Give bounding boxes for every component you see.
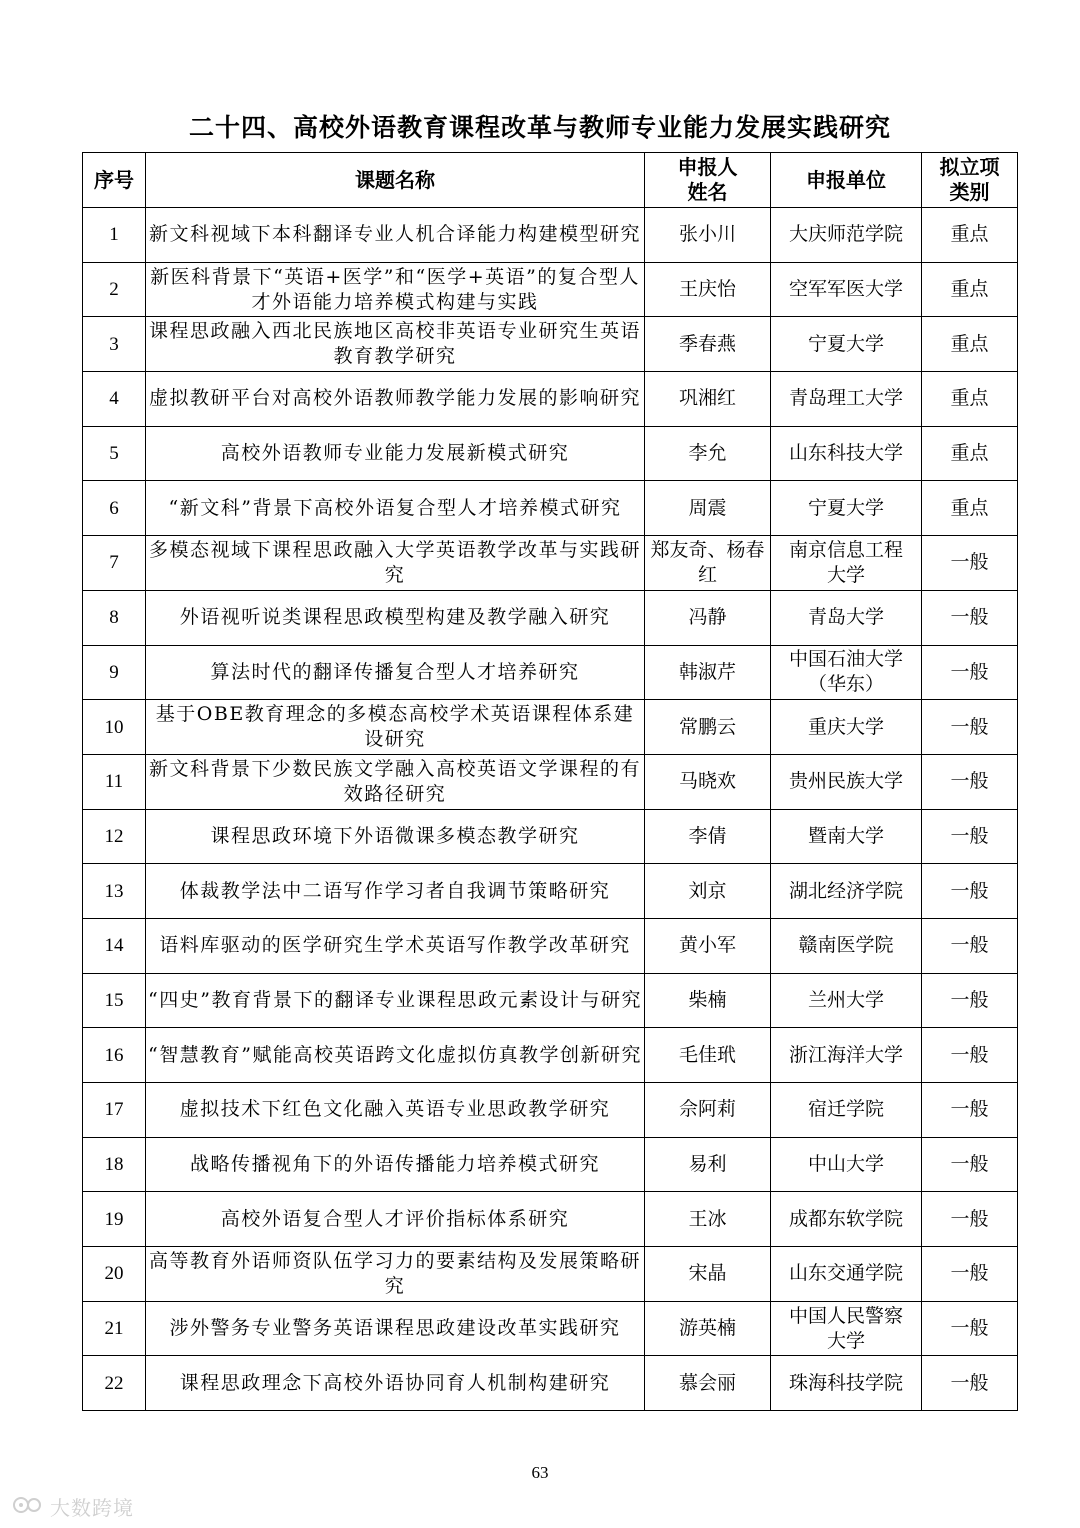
table-row bbox=[83, 1028, 1018, 1083]
row-applicant-text: 易利 bbox=[688, 1153, 727, 1176]
row-unit bbox=[771, 645, 922, 700]
row-unit-text: 中国石油大学（华东） bbox=[788, 648, 903, 696]
table-row bbox=[83, 754, 1018, 809]
row-unit-text: 中山大学 bbox=[807, 1153, 884, 1176]
table-row bbox=[83, 536, 1018, 591]
table-row bbox=[83, 1247, 1018, 1302]
row-applicant bbox=[645, 864, 771, 919]
row-applicant-text: 季春燕 bbox=[678, 332, 736, 355]
row-category-text: 一般 bbox=[950, 1371, 989, 1394]
row-applicant-text: 马晓欢 bbox=[678, 770, 736, 793]
row-applicant bbox=[645, 208, 771, 263]
header-category bbox=[922, 153, 1018, 208]
row-category-text: 一般 bbox=[950, 988, 989, 1011]
page-number: 63 bbox=[531, 1463, 549, 1482]
row-topic-text: 虚拟技术下红色文化融入英语专业思政教学研究 bbox=[179, 1098, 611, 1121]
row-category bbox=[922, 1192, 1018, 1247]
row-topic bbox=[146, 1028, 645, 1083]
row-category bbox=[922, 317, 1018, 372]
row-category bbox=[922, 754, 1018, 809]
row-unit-text: 山东科技大学 bbox=[788, 442, 903, 465]
row-topic-text: 虚拟教研平台对高校外语教师教学能力发展的影响研究 bbox=[148, 387, 641, 410]
row-unit-text: 大庆师范学院 bbox=[788, 223, 903, 246]
row-no-text: 9 bbox=[109, 661, 119, 683]
table-row bbox=[83, 973, 1018, 1028]
row-topic bbox=[146, 918, 645, 973]
row-category-text: 一般 bbox=[950, 1317, 989, 1340]
row-no bbox=[83, 372, 146, 427]
row-no-text: 1 bbox=[109, 224, 119, 246]
row-applicant bbox=[645, 1083, 771, 1138]
row-topic bbox=[146, 754, 645, 809]
row-unit bbox=[771, 426, 922, 481]
table-row bbox=[83, 426, 1018, 481]
row-category-text: 一般 bbox=[950, 1043, 989, 1066]
row-unit-text: 南京信息工程大学 bbox=[788, 538, 903, 586]
row-applicant-text: 毛佳玳 bbox=[678, 1043, 736, 1066]
row-no bbox=[83, 1192, 146, 1247]
row-applicant-text: 游英楠 bbox=[678, 1317, 736, 1340]
row-unit-text: 宁夏大学 bbox=[807, 496, 884, 519]
row-topic bbox=[146, 1301, 645, 1356]
row-category bbox=[922, 536, 1018, 591]
row-unit bbox=[771, 1247, 922, 1302]
row-unit-text: 青岛大学 bbox=[807, 606, 884, 629]
row-unit bbox=[771, 1083, 922, 1138]
row-category bbox=[922, 590, 1018, 645]
row-unit bbox=[771, 754, 922, 809]
row-applicant-text: 王冰 bbox=[688, 1207, 727, 1230]
row-no-text: 18 bbox=[104, 1154, 124, 1176]
row-unit bbox=[771, 1301, 922, 1356]
row-unit-text: 成都东软学院 bbox=[788, 1207, 903, 1230]
row-topic-text: 课程思政环境下外语微课多模态教学研究 bbox=[210, 824, 580, 847]
row-applicant bbox=[645, 590, 771, 645]
row-unit bbox=[771, 317, 922, 372]
page-title: 二十四、高校外语教育课程改革与教师专业能力发展实践研究 bbox=[188, 113, 891, 142]
row-category-text: 重点 bbox=[950, 278, 989, 301]
row-applicant-text: 宋晶 bbox=[688, 1262, 727, 1285]
row-category-text: 一般 bbox=[950, 770, 989, 793]
row-category-text: 重点 bbox=[950, 496, 989, 519]
row-topic bbox=[146, 317, 645, 372]
row-no bbox=[83, 1137, 146, 1192]
row-category bbox=[922, 481, 1018, 536]
table-row bbox=[83, 864, 1018, 919]
row-topic bbox=[146, 1083, 645, 1138]
row-topic-text: 算法时代的翻译传播复合型人才培养研究 bbox=[210, 660, 580, 683]
row-category-text: 一般 bbox=[950, 824, 989, 847]
row-category-text: 一般 bbox=[950, 1262, 989, 1285]
table-row bbox=[83, 918, 1018, 973]
row-topic-text: 多模态视域下课程思政融入大学英语教学改革与实践研究 bbox=[148, 538, 641, 586]
row-category bbox=[922, 426, 1018, 481]
row-topic bbox=[146, 372, 645, 427]
row-applicant bbox=[645, 1137, 771, 1192]
row-no-text: 2 bbox=[109, 279, 119, 301]
row-category bbox=[922, 262, 1018, 317]
row-unit bbox=[771, 590, 922, 645]
row-topic-text: 课程思政理念下高校外语协同育人机制构建研究 bbox=[179, 1371, 611, 1394]
row-unit-text: 湖北经济学院 bbox=[788, 879, 903, 902]
row-applicant-text: 王庆怡 bbox=[678, 278, 736, 301]
row-no-text: 14 bbox=[104, 935, 124, 957]
row-applicant-text: 柴楠 bbox=[688, 988, 727, 1011]
row-category bbox=[922, 645, 1018, 700]
row-no bbox=[83, 1247, 146, 1302]
row-no-text: 22 bbox=[104, 1372, 124, 1394]
row-unit bbox=[771, 700, 922, 755]
row-no-text: 3 bbox=[109, 333, 119, 355]
row-applicant bbox=[645, 1301, 771, 1356]
row-unit bbox=[771, 208, 922, 263]
row-unit-text: 重庆大学 bbox=[807, 715, 884, 738]
row-category bbox=[922, 1301, 1018, 1356]
row-topic-text: 新文科背景下少数民族文学融入高校英语文学课程的有效路径研究 bbox=[148, 757, 641, 805]
row-applicant bbox=[645, 481, 771, 536]
row-topic bbox=[146, 1192, 645, 1247]
row-topic bbox=[146, 809, 645, 864]
row-applicant-text: 韩淑芹 bbox=[678, 660, 736, 683]
row-topic bbox=[146, 1137, 645, 1192]
header-applicant bbox=[645, 153, 771, 208]
row-category bbox=[922, 208, 1018, 263]
row-unit bbox=[771, 1137, 922, 1192]
table-row bbox=[83, 645, 1018, 700]
row-no-text: 7 bbox=[109, 552, 119, 574]
row-unit-text: 赣南医学院 bbox=[798, 934, 894, 957]
row-applicant-text: 刘京 bbox=[688, 879, 727, 902]
row-applicant bbox=[645, 918, 771, 973]
row-applicant bbox=[645, 1356, 771, 1411]
row-no-text: 10 bbox=[104, 716, 124, 738]
header-category-text: 拟立项类别 bbox=[939, 155, 1000, 204]
row-applicant bbox=[645, 372, 771, 427]
row-unit-text: 山东交通学院 bbox=[788, 1262, 903, 1285]
row-applicant bbox=[645, 426, 771, 481]
row-unit bbox=[771, 372, 922, 427]
row-no bbox=[83, 1301, 146, 1356]
row-topic bbox=[146, 481, 645, 536]
row-topic-text: “新文科”背景下高校外语复合型人才培养模式研究 bbox=[168, 496, 622, 519]
row-category-text: 一般 bbox=[950, 715, 989, 738]
row-category-text: 一般 bbox=[950, 1207, 989, 1230]
row-no bbox=[83, 426, 146, 481]
row-no bbox=[83, 809, 146, 864]
header-unit: 申报单位 bbox=[771, 153, 922, 208]
row-unit-text: 浙江海洋大学 bbox=[788, 1043, 903, 1066]
table-row bbox=[83, 590, 1018, 645]
row-no bbox=[83, 645, 146, 700]
row-no bbox=[83, 918, 146, 973]
row-category-text: 一般 bbox=[950, 1153, 989, 1176]
row-category bbox=[922, 372, 1018, 427]
header-no: 序号 bbox=[83, 153, 146, 208]
row-topic bbox=[146, 262, 645, 317]
row-topic-text: 涉外警务专业警务英语课程思政建设改革实践研究 bbox=[169, 1317, 621, 1340]
row-category bbox=[922, 1356, 1018, 1411]
row-category bbox=[922, 700, 1018, 755]
row-applicant bbox=[645, 317, 771, 372]
row-topic-text: 基于OBE教育理念的多模态高校学术英语课程体系建设研究 bbox=[155, 703, 635, 751]
row-category-text: 一般 bbox=[950, 934, 989, 957]
row-topic-text: 新文科视域下本科翻译专业人机合译能力构建模型研究 bbox=[148, 223, 641, 246]
row-applicant-text: 常鹏云 bbox=[678, 715, 736, 738]
row-applicant-text: 郑友奇、杨春红 bbox=[650, 538, 765, 586]
row-topic bbox=[146, 208, 645, 263]
row-unit-text: 珠海科技学院 bbox=[788, 1371, 903, 1394]
row-topic bbox=[146, 700, 645, 755]
row-category-text: 重点 bbox=[950, 223, 989, 246]
row-no-text: 17 bbox=[104, 1099, 124, 1121]
row-applicant bbox=[645, 973, 771, 1028]
row-no-text: 12 bbox=[104, 825, 124, 847]
row-category bbox=[922, 918, 1018, 973]
row-no-text: 19 bbox=[104, 1208, 124, 1230]
watermark-logo-icon bbox=[12, 1495, 46, 1520]
row-applicant-text: 慕会丽 bbox=[678, 1371, 736, 1394]
row-applicant bbox=[645, 754, 771, 809]
watermark-text: 大数跨境 bbox=[50, 1496, 134, 1520]
row-topic-text: 高校外语教师专业能力发展新模式研究 bbox=[220, 442, 570, 465]
table-row bbox=[83, 1083, 1018, 1138]
row-topic bbox=[146, 864, 645, 919]
row-no bbox=[83, 317, 146, 372]
row-no bbox=[83, 973, 146, 1028]
row-no-text: 5 bbox=[109, 443, 119, 465]
table-row bbox=[83, 1137, 1018, 1192]
header-topic: 课题名称 bbox=[146, 153, 645, 208]
row-unit-text: 暨南大学 bbox=[807, 824, 884, 847]
row-unit-text: 宿迁学院 bbox=[807, 1098, 884, 1121]
header-applicant-text: 申报人姓名 bbox=[677, 155, 738, 204]
row-topic bbox=[146, 590, 645, 645]
row-applicant-text: 冯静 bbox=[688, 606, 727, 629]
row-category-text: 一般 bbox=[950, 1098, 989, 1121]
table-row bbox=[83, 1301, 1018, 1356]
row-no-text: 21 bbox=[104, 1318, 124, 1340]
row-applicant-text: 李允 bbox=[688, 442, 727, 465]
row-no-text: 4 bbox=[109, 388, 119, 410]
row-applicant bbox=[645, 700, 771, 755]
row-topic-text: 语料库驱动的医学研究生学术英语写作教学改革研究 bbox=[159, 934, 631, 957]
row-unit bbox=[771, 1028, 922, 1083]
row-topic bbox=[146, 426, 645, 481]
row-no bbox=[83, 1356, 146, 1411]
row-no bbox=[83, 1083, 146, 1138]
row-category-text: 一般 bbox=[950, 660, 989, 683]
row-category bbox=[922, 864, 1018, 919]
row-unit-text: 宁夏大学 bbox=[807, 332, 884, 355]
row-topic-text: 高校外语复合型人才评价指标体系研究 bbox=[220, 1207, 570, 1230]
row-no-text: 20 bbox=[104, 1263, 124, 1285]
row-applicant bbox=[645, 1247, 771, 1302]
row-no-text: 13 bbox=[104, 880, 124, 902]
row-category-text: 重点 bbox=[950, 442, 989, 465]
row-applicant-text: 李倩 bbox=[688, 824, 727, 847]
row-unit bbox=[771, 809, 922, 864]
row-topic bbox=[146, 973, 645, 1028]
row-applicant bbox=[645, 1028, 771, 1083]
row-applicant bbox=[645, 262, 771, 317]
row-no-text: 16 bbox=[104, 1044, 124, 1066]
row-no-text: 8 bbox=[109, 607, 119, 629]
row-category-text: 一般 bbox=[950, 551, 989, 574]
row-category-text: 一般 bbox=[950, 606, 989, 629]
row-topic bbox=[146, 645, 645, 700]
row-category-text: 重点 bbox=[950, 332, 989, 355]
row-category bbox=[922, 1247, 1018, 1302]
row-no bbox=[83, 262, 146, 317]
row-applicant bbox=[645, 1192, 771, 1247]
table-row bbox=[83, 372, 1018, 427]
row-topic-text: 体裁教学法中二语写作学习者自我调节策略研究 bbox=[179, 879, 611, 902]
table-row bbox=[83, 700, 1018, 755]
watermark bbox=[12, 1492, 134, 1521]
row-applicant-text: 佘阿莉 bbox=[678, 1098, 736, 1121]
row-applicant-text: 巩湘红 bbox=[678, 387, 736, 410]
row-unit-text: 青岛理工大学 bbox=[788, 387, 903, 410]
row-unit bbox=[771, 864, 922, 919]
row-unit bbox=[771, 262, 922, 317]
row-topic bbox=[146, 1247, 645, 1302]
row-unit bbox=[771, 1356, 922, 1411]
table-row bbox=[83, 1192, 1018, 1247]
table-row bbox=[83, 481, 1018, 536]
row-no bbox=[83, 536, 146, 591]
row-topic-text: 课程思政融入西北民族地区高校非英语专业研究生英语教育教学研究 bbox=[148, 320, 641, 368]
row-category bbox=[922, 1137, 1018, 1192]
row-unit bbox=[771, 973, 922, 1028]
row-category-text: 一般 bbox=[950, 879, 989, 902]
table-header-row bbox=[83, 153, 1018, 208]
table-row bbox=[83, 809, 1018, 864]
table-row bbox=[83, 317, 1018, 372]
row-applicant-text: 黄小军 bbox=[678, 934, 736, 957]
row-topic bbox=[146, 1356, 645, 1411]
row-unit-text: 兰州大学 bbox=[807, 988, 884, 1011]
project-table bbox=[82, 152, 1018, 1411]
table-row bbox=[83, 208, 1018, 263]
row-no bbox=[83, 700, 146, 755]
row-no bbox=[83, 590, 146, 645]
row-category bbox=[922, 973, 1018, 1028]
row-applicant bbox=[645, 645, 771, 700]
row-no bbox=[83, 864, 146, 919]
row-unit bbox=[771, 536, 922, 591]
row-unit bbox=[771, 1192, 922, 1247]
row-topic-text: 战略传播视角下的外语传播能力培养模式研究 bbox=[189, 1153, 600, 1176]
row-unit-text: 贵州民族大学 bbox=[788, 770, 903, 793]
row-topic-text: “四史”教育背景下的翻译专业课程思政元素设计与研究 bbox=[148, 988, 642, 1011]
row-no-text: 11 bbox=[104, 771, 124, 793]
row-no bbox=[83, 208, 146, 263]
row-topic-text: 新医科背景下“英语+医学”和“医学+英语”的复合型人才外语能力培养模式构建与实践 bbox=[150, 265, 640, 313]
row-topic-text: 外语视听说类课程思政模型构建及教学融入研究 bbox=[179, 606, 611, 629]
row-no bbox=[83, 1028, 146, 1083]
row-topic bbox=[146, 536, 645, 591]
table-row bbox=[83, 262, 1018, 317]
row-unit-text: 空军军医大学 bbox=[788, 278, 903, 301]
row-unit-text: 中国人民警察大学 bbox=[788, 1304, 903, 1352]
row-applicant bbox=[645, 809, 771, 864]
row-category-text: 重点 bbox=[950, 387, 989, 410]
row-applicant bbox=[645, 536, 771, 591]
row-no bbox=[83, 754, 146, 809]
table-row bbox=[83, 1356, 1018, 1411]
row-topic-text: “智慧教育”赋能高校英语跨文化虚拟仿真教学创新研究 bbox=[148, 1043, 642, 1066]
row-applicant-text: 张小川 bbox=[678, 223, 736, 246]
row-category bbox=[922, 809, 1018, 864]
row-topic-text: 高等教育外语师资队伍学习力的要素结构及发展策略研究 bbox=[148, 1249, 641, 1297]
row-no-text: 15 bbox=[104, 989, 124, 1011]
row-no bbox=[83, 481, 146, 536]
row-unit bbox=[771, 481, 922, 536]
row-unit bbox=[771, 918, 922, 973]
row-category bbox=[922, 1083, 1018, 1138]
row-category bbox=[922, 1028, 1018, 1083]
row-applicant-text: 周震 bbox=[688, 496, 727, 519]
row-no-text: 6 bbox=[109, 497, 119, 519]
